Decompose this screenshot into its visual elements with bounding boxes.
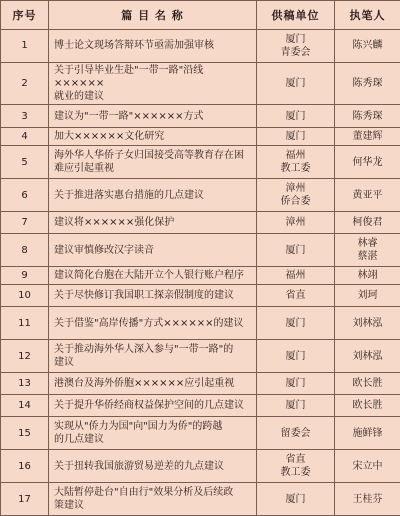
row-unit-line: 省直: [285, 290, 306, 302]
row-title: [49, 450, 257, 483]
row-title-line: 建议为"一带一路"××××××方式: [54, 110, 204, 122]
row-title: [49, 105, 257, 128]
row-unit: [257, 340, 335, 373]
header-num: 序号: [1, 1, 49, 30]
row-author: [335, 30, 400, 63]
row-title-line: 大陆暂停赴台"自由行"效果分析及后续政: [54, 487, 234, 499]
row-unit: [257, 146, 335, 179]
row-author: [335, 307, 400, 340]
row-author-line: 欧长胜: [352, 378, 383, 390]
row-unit: [257, 372, 335, 394]
table-row: [1, 483, 400, 516]
row-author: [335, 128, 400, 146]
row-title: [49, 234, 257, 267]
row-title-line: 实现从"侨力为国"向"国力为侨"的跨越: [54, 421, 223, 433]
row-unit-line: 厦门: [285, 493, 306, 505]
row-unit: [257, 30, 335, 63]
table-row: [1, 340, 400, 373]
row-number: 12: [1, 340, 49, 373]
row-author-line: 陈兴麟: [352, 40, 383, 52]
row-unit: [257, 267, 335, 285]
row-title: [49, 146, 257, 179]
row-title-line: 博士论文现场答辩环节亟需加强审核: [54, 40, 214, 52]
row-title: [49, 285, 257, 307]
row-author-line: 陈秀琛: [352, 77, 383, 89]
row-title-line: 关于提升华侨经商权益保护空间的几点建议: [54, 400, 244, 412]
table-body: [1, 30, 400, 516]
row-title: [49, 340, 257, 373]
row-title-line: 关于推动海外华人深入参与"一带一路"的: [54, 344, 234, 356]
row-title: [49, 307, 257, 340]
row-unit-line: 厦门: [285, 244, 306, 256]
row-number: 13: [1, 372, 49, 394]
row-title-line: 加大××××××文化研究: [54, 131, 165, 143]
row-unit-line: 漳州: [285, 183, 306, 195]
header-title: 篇 目 名 称: [49, 1, 257, 30]
row-title-line: 关于引导毕业生赴"一带一路"沿线××××××: [54, 64, 204, 89]
row-unit-line: 教工委: [280, 163, 311, 175]
row-author: [335, 285, 400, 307]
row-author-line: 刘林泓: [352, 317, 383, 329]
header-unit: 供稿单位: [257, 1, 335, 30]
row-number: 7: [1, 212, 49, 234]
row-title-line: 建议: [54, 357, 74, 369]
row-title-line: 关于扭转我国旅游贸易逆差的九点建议: [54, 460, 224, 472]
row-title: [49, 267, 257, 285]
row-unit-line: 厦门: [285, 110, 306, 122]
table-row: [1, 105, 400, 128]
row-author: [335, 179, 400, 212]
row-title: [49, 417, 257, 450]
table-row: [1, 285, 400, 307]
row-unit-line: 厦门: [285, 378, 306, 390]
row-author: [335, 105, 400, 128]
row-author: [335, 146, 400, 179]
table-row: [1, 372, 400, 394]
row-unit-line: 侨合委: [280, 196, 311, 208]
row-author: [335, 483, 400, 516]
row-unit: [257, 62, 335, 104]
row-unit: [257, 179, 335, 212]
table-row: [1, 146, 400, 179]
row-author-line: 柯俊君: [352, 217, 383, 229]
row-unit-line: 厦门: [285, 317, 306, 329]
row-author: [335, 372, 400, 394]
row-unit-line: 厦门: [285, 131, 306, 143]
row-title-line: 的几点建议: [54, 434, 104, 446]
row-number: 6: [1, 179, 49, 212]
row-unit-line: 厦门: [285, 33, 306, 45]
row-unit: [257, 212, 335, 234]
row-unit-line: 教工委: [280, 467, 311, 479]
row-unit: [257, 307, 335, 340]
row-unit: [257, 234, 335, 267]
row-number: 4: [1, 128, 49, 146]
row-author-line: 黄亚平: [352, 189, 383, 201]
table-row: [1, 234, 400, 267]
row-author-line: 欧长胜: [352, 400, 383, 412]
row-title-line: 建议审慎修改汉字读音: [54, 244, 154, 256]
row-author-line: 刘珂: [357, 290, 378, 302]
row-title: [49, 128, 257, 146]
row-author: [335, 234, 400, 267]
row-title-line: 就业的建议: [54, 90, 104, 102]
table-row: [1, 395, 400, 417]
row-author: [335, 417, 400, 450]
row-title: [49, 30, 257, 63]
row-unit-line: 厦门: [285, 350, 306, 362]
table-row: [1, 450, 400, 483]
row-author-line: 林翊: [357, 270, 378, 282]
row-number: 8: [1, 234, 49, 267]
row-number: 9: [1, 267, 49, 285]
row-author-line: 王桂芬: [352, 493, 383, 505]
row-title-line: 关于推进落实惠台措施的几点建议: [54, 189, 204, 201]
row-title: [49, 395, 257, 417]
row-number: 16: [1, 450, 49, 483]
row-title-line: 建议简化台胞在大陆开立个人银行账户程序: [54, 270, 244, 282]
row-author: [335, 340, 400, 373]
row-unit-line: 青委会: [280, 46, 311, 58]
row-author: [335, 267, 400, 285]
header-row: [1, 1, 400, 30]
table-row: [1, 212, 400, 234]
row-title: [49, 179, 257, 212]
table-row: [1, 62, 400, 104]
row-author-line: 陈秀琛: [352, 110, 383, 122]
row-number: 5: [1, 146, 49, 179]
table-row: [1, 179, 400, 212]
row-author-line: 林睿: [357, 238, 378, 250]
row-author-line: 蔡湛: [357, 251, 378, 263]
table-row: [1, 307, 400, 340]
row-unit-line: 留委会: [280, 427, 311, 439]
row-title-line: 海外华人华侨子女归国接受高等教育存在困: [54, 150, 244, 162]
row-number: 2: [1, 62, 49, 104]
row-unit-line: 福州: [285, 150, 306, 162]
row-title-line: 关于尽快修订我国职工探亲假制度的建议: [54, 290, 234, 302]
row-author: [335, 62, 400, 104]
row-author: [335, 450, 400, 483]
row-unit-line: 福州: [285, 270, 306, 282]
row-title-line: 策建议: [54, 500, 84, 512]
row-number: 14: [1, 395, 49, 417]
row-number: 1: [1, 30, 49, 63]
row-title: [49, 483, 257, 516]
row-unit: [257, 285, 335, 307]
row-unit: [257, 417, 335, 450]
row-number: 17: [1, 483, 49, 516]
row-unit: [257, 483, 335, 516]
row-unit-line: 厦门: [285, 77, 306, 89]
row-author-line: 董建辉: [352, 131, 383, 143]
table-row: [1, 417, 400, 450]
row-title-line: 建议将××××××强化保护: [54, 217, 175, 229]
row-title: [49, 212, 257, 234]
table-row: [1, 267, 400, 285]
row-unit: [257, 395, 335, 417]
table-row: [1, 128, 400, 146]
header-author: 执笔人: [335, 1, 400, 30]
row-title-line: 难应引起重视: [54, 163, 114, 175]
row-title: [49, 62, 257, 104]
row-author-line: 宋立中: [352, 460, 383, 472]
row-unit: [257, 105, 335, 128]
row-title-line: 港澳台及海外侨胞××××××应引起重视: [54, 378, 235, 390]
row-title-line: 关于借鉴"高岸传播"方式××××××的建议: [54, 317, 244, 329]
row-author-line: 刘林泓: [352, 350, 383, 362]
row-title: [49, 372, 257, 394]
row-number: 11: [1, 307, 49, 340]
row-author: [335, 212, 400, 234]
row-unit-line: 省直: [285, 454, 306, 466]
row-unit-line: 漳州: [285, 217, 306, 229]
row-number: 3: [1, 105, 49, 128]
row-number: 10: [1, 285, 49, 307]
table-row: [1, 30, 400, 63]
row-author: [335, 395, 400, 417]
row-unit: [257, 450, 335, 483]
row-unit: [257, 128, 335, 146]
row-author-line: 施鲜锋: [352, 427, 383, 439]
row-author-line: 何华龙: [352, 156, 383, 168]
row-number: 15: [1, 417, 49, 450]
row-unit-line: 厦门: [285, 400, 306, 412]
